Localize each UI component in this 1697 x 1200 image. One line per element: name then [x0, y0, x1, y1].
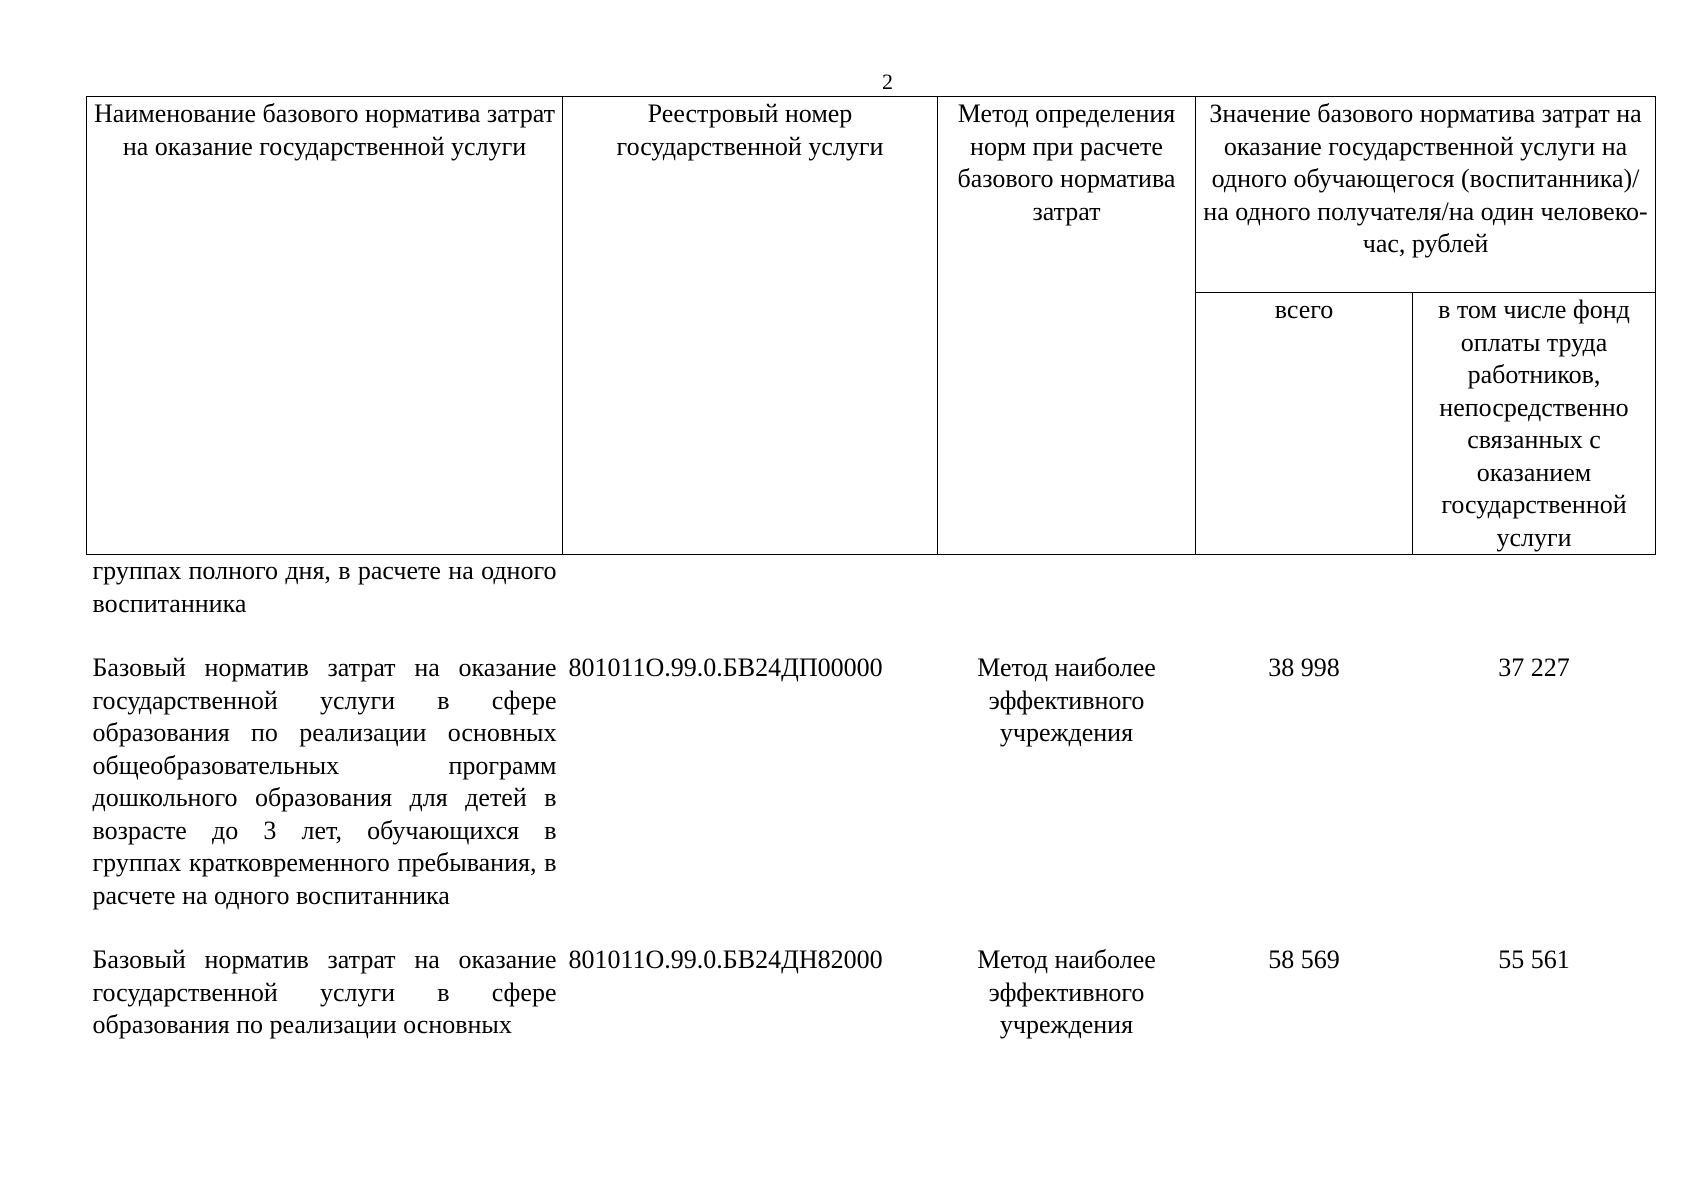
header-payroll: в том числе фонд оплаты труда работников, непосредственно связанных с оказанием государственной услуги — [1413, 293, 1656, 555]
payroll-cell: 37 227 — [1498, 653, 1570, 682]
header-norm-value: Значение базового норматива затрат на оказание государственной услуги на одного обучающегося (воспитанника)/на одного получателя/на один человеко-час, рублей — [1196, 97, 1656, 293]
norm-name-cell: Базовый норматив затрат на оказание государственной услуги в сфере образования по реализации основных — [92, 945, 557, 1039]
cost-norms-table — [86, 96, 1656, 1074]
norm-name-cell: Базовый норматив затрат на оказание государственной услуги в сфере образования по реализации основных общеобразовательных программ дошкольного образования для детей в возрасте до 3 лет, обучающихся в группах кратковременного пребывания, в расчете на одного воспитанника — [92, 653, 557, 910]
continuation-name-cell: группах полного дня, в расчете на одного воспитанника — [92, 556, 557, 618]
continuation-empty-cell — [938, 555, 1196, 653]
table-body — [87, 555, 1656, 1074]
header-row-main — [87, 97, 1656, 293]
registry-number-cell: 801011О.99.0.БВ24ДП00000 — [568, 653, 883, 682]
table-row-continuation — [87, 555, 1656, 653]
continuation-empty-cell — [563, 555, 938, 653]
method-cell: Метод наиболее эффективного учреждения — [977, 945, 1156, 1039]
continuation-empty-cell — [1196, 555, 1413, 653]
header-total: всего — [1196, 293, 1413, 555]
method-cell: Метод наиболее эффективного учреждения — [977, 653, 1156, 747]
table-row — [87, 944, 1656, 1074]
total-cell: 58 569 — [1268, 945, 1340, 974]
table-header — [87, 97, 1656, 555]
continuation-empty-cell — [1413, 555, 1656, 653]
registry-number-cell: 801011О.99.0.БВ24ДН82000 — [568, 945, 883, 974]
page-number: 2 — [882, 69, 893, 94]
total-cell: 38 998 — [1268, 653, 1340, 682]
payroll-cell: 55 561 — [1498, 945, 1570, 974]
header-method: Метод определения норм при расчете базового норматива затрат — [938, 97, 1196, 555]
header-registry-number: Реестровый номер государственной услуги — [563, 97, 938, 555]
table-row — [87, 652, 1656, 944]
header-name: Наименование базового норматива затрат на оказание государственной услуги — [87, 97, 563, 555]
